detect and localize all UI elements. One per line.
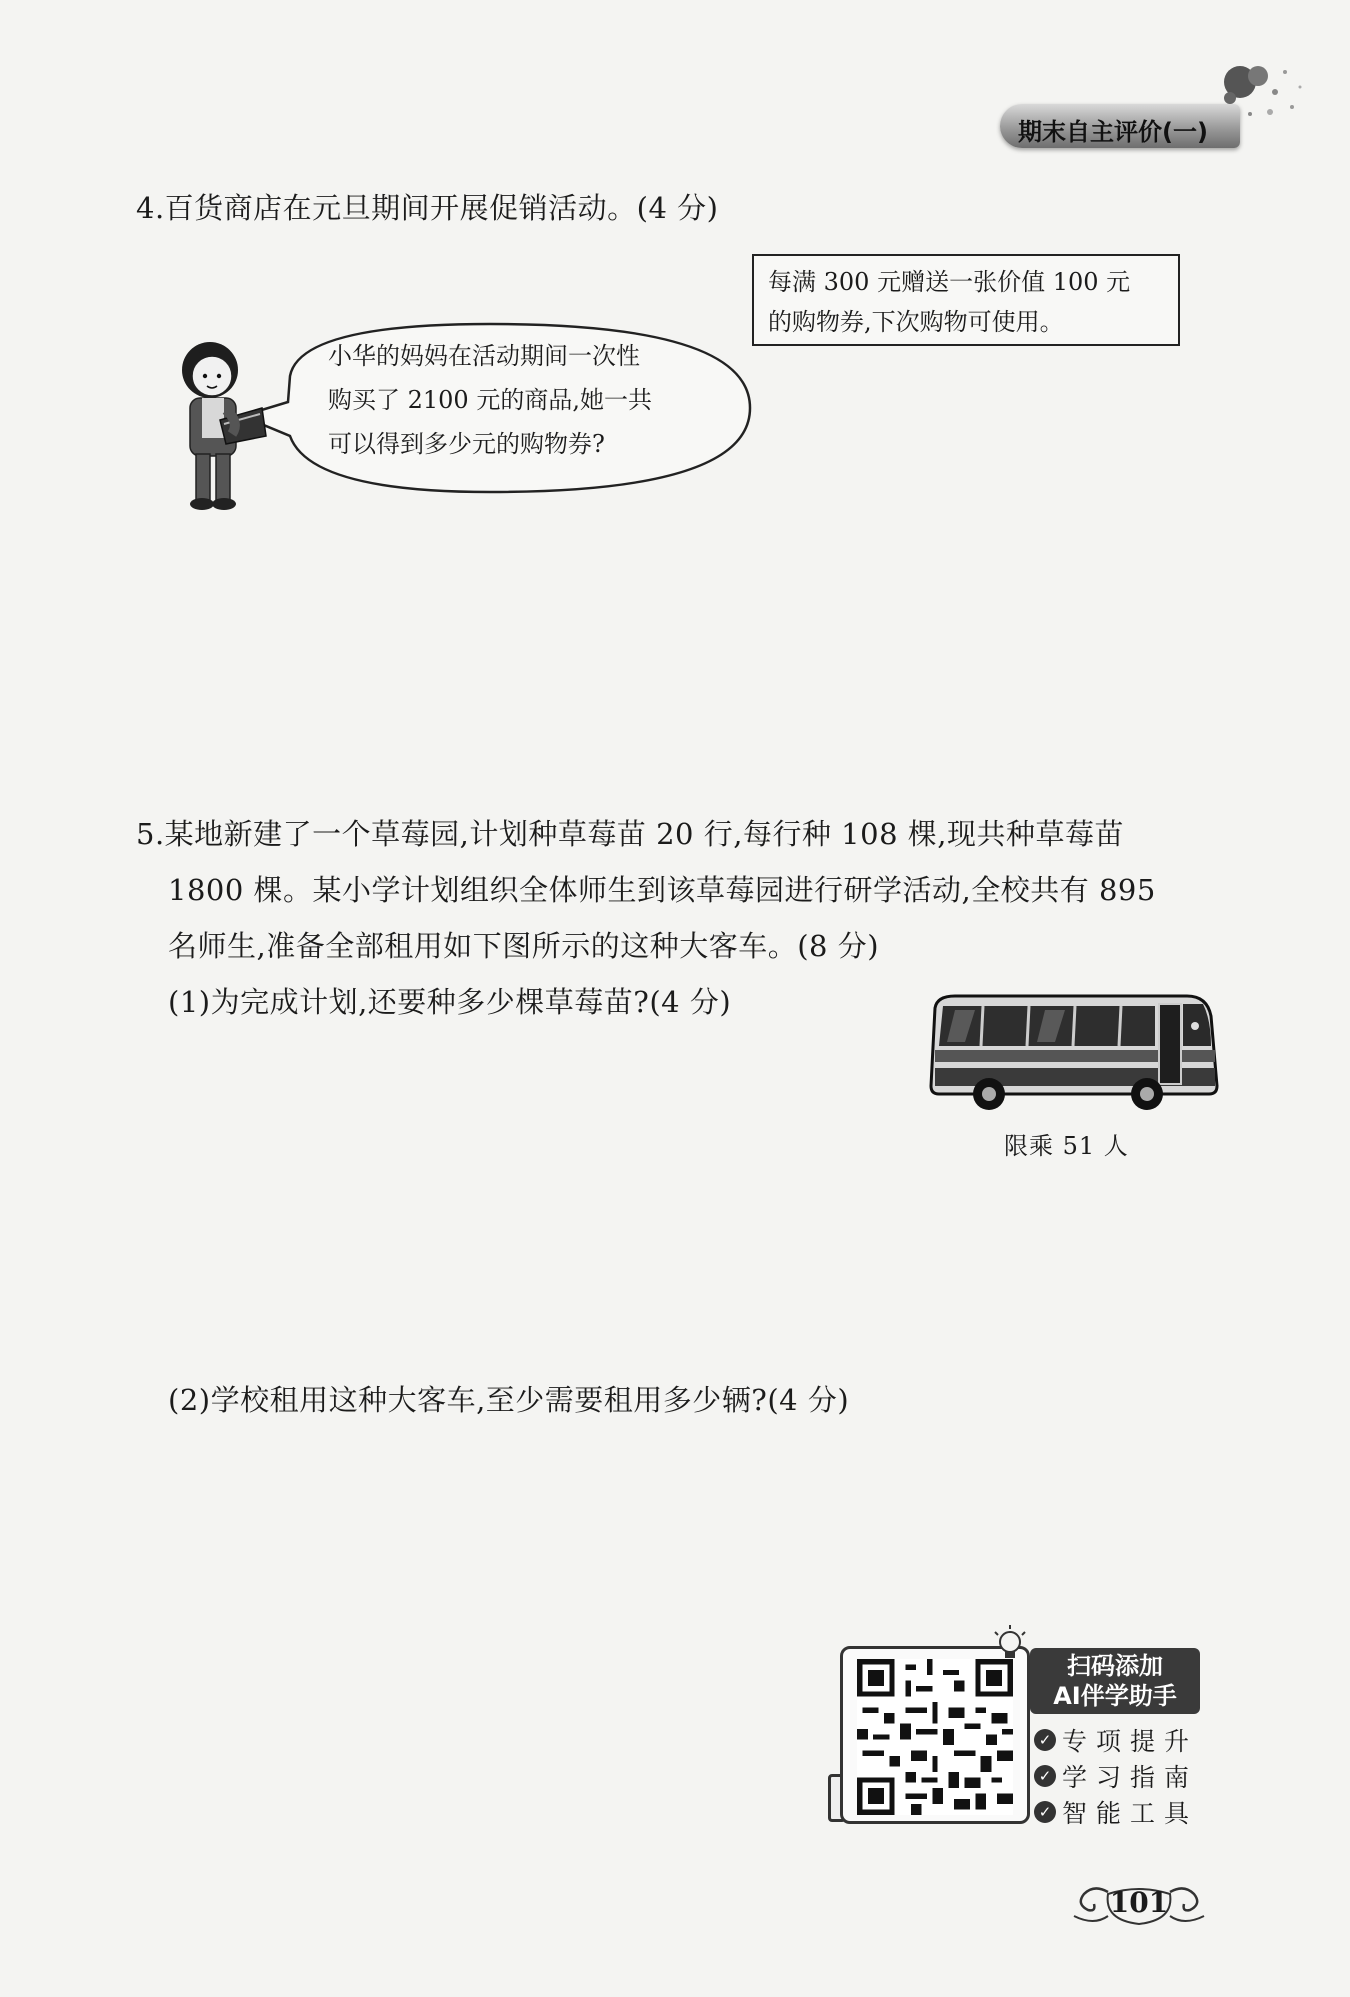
promotion-line: 的购物券,下次购物可使用。 [768,308,1064,336]
check-circle-icon: ✓ [1034,1729,1056,1751]
bubble-line: 小华的妈妈在活动期间一次性 [328,342,640,370]
question-5-part-2: (2)学校租用这种大客车,至少需要租用多少辆?(4 分) [168,1383,850,1417]
section-badge [1000,104,1240,148]
page-number: 101 [1109,1886,1169,1919]
qr-feature-item [1034,1758,1198,1794]
bubble-line: 可以得到多少元的购物券? [328,430,605,458]
qr-feature-item [1034,1722,1198,1758]
promotion-notice-box [752,254,1180,346]
question-5-part-1: (1)为完成计划,还要种多少棵草莓苗?(4 分) [168,985,732,1019]
section-badge-label: 期末自主评价(一) [1018,118,1208,146]
promotion-line: 每满 300 元赠送一张价值 100 元 [768,268,1131,296]
qr-banner-line: 扫码添加 [1067,1652,1163,1680]
speech-bubble-text [328,334,728,466]
question-5-line: 5.某地新建了一个草莓园,计划种草莓苗 20 行,每行种 108 棵,现共种草莓苗 [136,817,1124,851]
qr-feature-label: 智能工具 [1062,1799,1199,1828]
qr-feature-item [1034,1794,1198,1830]
qr-code-frame[interactable] [840,1646,1030,1824]
bus-capacity-caption: 限乘 51 人 [1004,1132,1129,1160]
qr-banner-line: AI伴学助手 [1053,1682,1177,1710]
coach-bus-illustration [925,990,1221,1114]
girl-reading-illustration [166,340,276,516]
qr-scan-banner [1030,1648,1200,1714]
bubble-line: 购买了 2100 元的商品,她一共 [328,386,652,414]
question-5-line: 1800 棵。某小学计划组织全体师生到该草莓园进行研学活动,全校共有 895 [168,873,1156,907]
qr-feature-label: 学习指南 [1062,1763,1199,1792]
check-circle-icon: ✓ [1034,1801,1056,1823]
question-4-title: 4.百货商店在元旦期间开展促销活动。(4 分) [136,191,719,225]
qr-code-icon[interactable] [857,1659,1013,1815]
qr-feature-label: 专项提升 [1062,1727,1199,1756]
question-5-line: 名师生,准备全部租用如下图所示的这种大客车。(8 分) [168,929,880,963]
lightbulb-icon [990,1624,1030,1668]
check-circle-icon: ✓ [1034,1765,1056,1787]
